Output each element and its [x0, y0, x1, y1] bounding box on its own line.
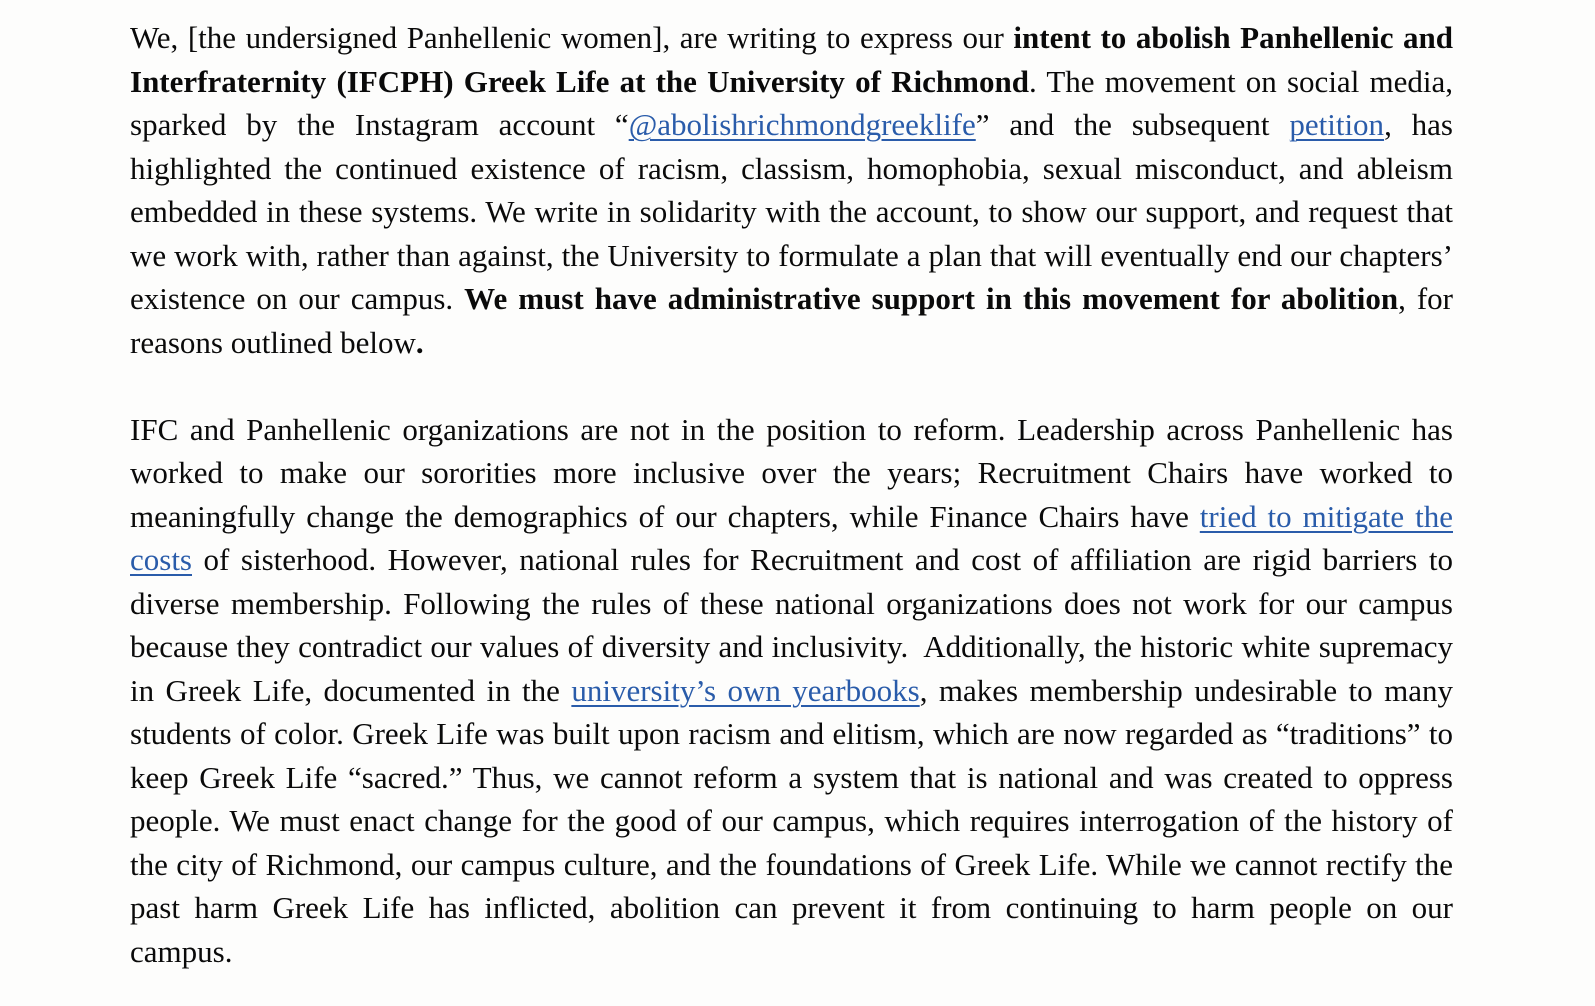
paragraph-1 — [130, 16, 1453, 364]
bold-text-run: intent to abolish Panhellenic and Interfraternity (IFCPH) Greek Life at the University of Richmond — [130, 20, 1453, 99]
text-run: We, [the undersigned Panhellenic women], are writing to express our — [130, 20, 1014, 55]
hyperlink[interactable]: tried to mitigate the costs — [130, 498, 1453, 577]
letter-body — [130, 16, 1453, 973]
hyperlink[interactable]: @abolishrichmondgreeklife — [628, 107, 976, 142]
text-run: IFC and Panhellenic organizations are not in the position to reform. Leadership across Panhellenic has worked to make our sororities more inclusive over the years; Recruitment Chairs have worked to meaningfully change the demographics of our chapters, while Finance Chairs have — [130, 411, 1453, 534]
bold-text-run: We must have administrative support in this movement for abolition — [464, 281, 1399, 316]
text-run: ” and the subsequent — [975, 107, 1290, 142]
text-run: . The movement on social media, sparked by the Instagram account “ — [130, 63, 1453, 142]
hyperlink[interactable]: petition — [1289, 107, 1385, 142]
text-run: , has highlighted the continued existence of racism, classism, homophobia, sexual misconduct, and ableism embedded in these systems. We write in solidarity with the account, to show our support, and request that we work with, rather than against, the University to formulate a plan that will eventually end our chapters’ existence on our campus. — [130, 107, 1453, 316]
paragraph-2 — [130, 408, 1453, 974]
text-run: , for reasons outlined below — [130, 281, 1453, 360]
text-run: of sisterhood. However, national rules for Recruitment and cost of affiliation are rigid barriers to diverse membership. Following the rules of these national organizations does not work for our campus because they contradict our values of diversity and inclusivity. Additionally, the historic white supremacy in Greek Life, documented in the — [130, 542, 1453, 708]
bold-text-run: . — [415, 324, 424, 360]
text-run: , makes membership undesirable to many students of color. Greek Life was built upon racism and elitism, which are now regarded as “traditions” to keep Greek Life “sacred.” Thus, we cannot reform a system that is national and was created to oppress people. We must enact change for the good of our campus, which requires interrogation of the history of the city of Richmond, our campus culture, and the foundations of Greek Life. While we cannot rectify the past harm Greek Life has inflicted, abolition can prevent it from continuing to harm people on our campus. — [130, 672, 1453, 969]
hyperlink[interactable]: university’s own yearbooks — [571, 672, 920, 708]
